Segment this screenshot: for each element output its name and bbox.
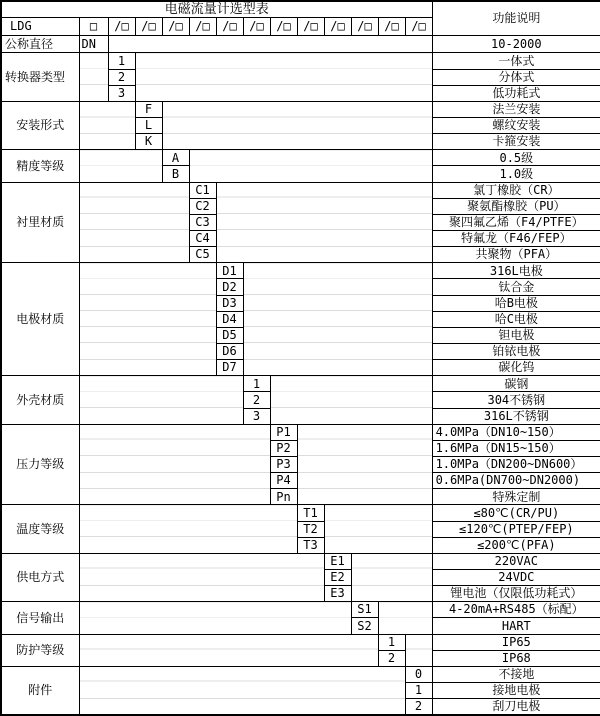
filler-cell bbox=[324, 521, 432, 537]
filler-cell bbox=[79, 279, 216, 295]
filler-cell bbox=[189, 166, 432, 182]
code-cell: D5 bbox=[216, 327, 243, 343]
desc-cell: IP68 bbox=[432, 650, 600, 666]
group-label: 供电方式 bbox=[1, 553, 79, 601]
filler-cell bbox=[162, 101, 432, 117]
desc-cell: IP65 bbox=[432, 634, 600, 650]
model-slot-box: /□ bbox=[297, 18, 324, 36]
filler-cell bbox=[79, 360, 216, 376]
filler-cell bbox=[162, 134, 432, 150]
desc-cell: 4-20mA+RS485（标配） bbox=[432, 602, 600, 618]
filler-cell bbox=[216, 198, 432, 214]
code-cell: K bbox=[135, 134, 162, 150]
code-cell: C3 bbox=[189, 214, 216, 230]
filler-cell bbox=[79, 602, 351, 618]
code-cell: 2 bbox=[405, 699, 432, 715]
filler-cell bbox=[79, 69, 108, 85]
filler-cell bbox=[216, 230, 432, 246]
code-cell: T3 bbox=[297, 537, 324, 553]
desc-cell: 聚氨酯橡胶（PU） bbox=[432, 198, 600, 214]
model-slot-box: /□ bbox=[135, 18, 162, 36]
filler-cell bbox=[108, 36, 432, 53]
model-slot-box: /□ bbox=[405, 18, 432, 36]
filler-cell bbox=[79, 376, 243, 392]
desc-cell: 特殊定制 bbox=[432, 489, 600, 505]
desc-cell: 特氟龙（F46/FEP） bbox=[432, 230, 600, 246]
code-cell: 3 bbox=[108, 85, 135, 101]
desc-cell: 24VDC bbox=[432, 569, 600, 585]
desc-cell: 10-2000 bbox=[432, 36, 600, 53]
filler-cell bbox=[270, 376, 432, 392]
group-label: 压力等级 bbox=[1, 424, 79, 505]
filler-cell bbox=[79, 53, 108, 69]
filler-cell bbox=[135, 69, 432, 85]
desc-cell: 4.0MPa（DN10~150） bbox=[432, 424, 600, 440]
code-cell: B bbox=[162, 166, 189, 182]
code-cell: D4 bbox=[216, 311, 243, 327]
filler-cell bbox=[243, 311, 432, 327]
model-first-box: □ bbox=[79, 18, 108, 36]
desc-cell: ≤80℃(CR/PU) bbox=[432, 505, 600, 521]
filler-cell bbox=[79, 682, 405, 698]
filler-cell bbox=[79, 263, 216, 279]
group-label: 衬里材质 bbox=[1, 182, 79, 263]
code-cell: 1 bbox=[378, 634, 405, 650]
filler-cell bbox=[297, 456, 432, 472]
group-label: 温度等级 bbox=[1, 505, 79, 553]
desc-cell: HART bbox=[432, 618, 600, 634]
filler-cell bbox=[79, 586, 324, 602]
desc-cell: 碳钢 bbox=[432, 376, 600, 392]
filler-cell bbox=[243, 295, 432, 311]
desc-cell: 锂电池（仅限低功耗式） bbox=[432, 586, 600, 602]
desc-cell: 分体式 bbox=[432, 69, 600, 85]
code-cell: 1 bbox=[243, 376, 270, 392]
filler-cell bbox=[79, 424, 270, 440]
filler-cell bbox=[79, 101, 135, 117]
filler-cell bbox=[79, 166, 162, 182]
code-cell: P1 bbox=[270, 424, 297, 440]
desc-cell: 0.5级 bbox=[432, 150, 600, 166]
desc-cell: ≤120℃(PTEP/FEP) bbox=[432, 521, 600, 537]
filler-cell bbox=[79, 505, 297, 521]
model-slot-box: /□ bbox=[108, 18, 135, 36]
filler-cell bbox=[79, 230, 189, 246]
desc-cell: 316L不锈钢 bbox=[432, 408, 600, 424]
code-cell: C1 bbox=[189, 182, 216, 198]
desc-cell: 卡箍安装 bbox=[432, 134, 600, 150]
filler-cell bbox=[79, 134, 135, 150]
page-title: 电磁流量计选型表 bbox=[1, 1, 432, 18]
filler-cell bbox=[79, 456, 270, 472]
filler-cell bbox=[79, 247, 189, 263]
code-cell: 1 bbox=[405, 682, 432, 698]
filler-cell bbox=[79, 489, 270, 505]
model-prefix: LDG bbox=[1, 18, 79, 36]
code-cell: E3 bbox=[324, 586, 351, 602]
code-cell: T2 bbox=[297, 521, 324, 537]
code-cell: 2 bbox=[378, 650, 405, 666]
desc-cell: 哈B电极 bbox=[432, 295, 600, 311]
desc-cell: 不接地 bbox=[432, 666, 600, 682]
filler-cell bbox=[351, 586, 432, 602]
filler-cell bbox=[297, 489, 432, 505]
code-cell: D3 bbox=[216, 295, 243, 311]
code-cell: S2 bbox=[351, 618, 378, 634]
filler-cell bbox=[351, 569, 432, 585]
desc-cell: 钛合金 bbox=[432, 279, 600, 295]
filler-cell bbox=[324, 505, 432, 521]
filler-cell bbox=[162, 118, 432, 134]
model-slot-box: /□ bbox=[324, 18, 351, 36]
code-cell: 1 bbox=[108, 53, 135, 69]
code-cell: D2 bbox=[216, 279, 243, 295]
desc-cell: 钽电极 bbox=[432, 327, 600, 343]
desc-cell: 一体式 bbox=[432, 53, 600, 69]
code-cell: D1 bbox=[216, 263, 243, 279]
function-desc-header: 功能说明 bbox=[432, 1, 600, 36]
code-cell: C4 bbox=[189, 230, 216, 246]
filler-cell bbox=[79, 295, 216, 311]
desc-cell: 1.6MPa（DN15~150） bbox=[432, 440, 600, 456]
filler-cell bbox=[135, 85, 432, 101]
code-cell: 3 bbox=[243, 408, 270, 424]
desc-cell: 碳化钨 bbox=[432, 360, 600, 376]
code-cell: L bbox=[135, 118, 162, 134]
group-label: 附件 bbox=[1, 666, 79, 715]
filler-cell bbox=[297, 473, 432, 489]
filler-cell bbox=[79, 699, 405, 715]
desc-cell: 共聚物（PFA） bbox=[432, 247, 600, 263]
desc-cell: 1.0MPa（DN200~DN600） bbox=[432, 456, 600, 472]
code-cell: D7 bbox=[216, 360, 243, 376]
dn-code-cell: DN bbox=[79, 36, 108, 53]
desc-cell: 氯丁橡胶（CR） bbox=[432, 182, 600, 198]
filler-cell bbox=[243, 279, 432, 295]
filler-cell bbox=[79, 440, 270, 456]
group-label: 电极材质 bbox=[1, 263, 79, 376]
filler-cell bbox=[79, 392, 243, 408]
group-label: 转换器类型 bbox=[1, 53, 79, 101]
code-cell: 2 bbox=[108, 69, 135, 85]
filler-cell bbox=[216, 247, 432, 263]
filler-cell bbox=[79, 618, 351, 634]
code-cell: S1 bbox=[351, 602, 378, 618]
model-slot-box: /□ bbox=[378, 18, 405, 36]
filler-cell bbox=[378, 602, 432, 618]
group-label: 外壳材质 bbox=[1, 376, 79, 424]
filler-cell bbox=[324, 537, 432, 553]
group-label: 安装形式 bbox=[1, 101, 79, 149]
filler-cell bbox=[79, 118, 135, 134]
model-slot-box: /□ bbox=[270, 18, 297, 36]
filler-cell bbox=[79, 553, 324, 569]
filler-cell bbox=[79, 198, 189, 214]
model-slot-box: /□ bbox=[216, 18, 243, 36]
filler-cell bbox=[79, 214, 189, 230]
filler-cell bbox=[405, 650, 432, 666]
group-label: 防护等级 bbox=[1, 634, 79, 666]
code-cell: P3 bbox=[270, 456, 297, 472]
filler-cell bbox=[270, 392, 432, 408]
desc-cell: 0.6MPa(DN700~DN2000) bbox=[432, 473, 600, 489]
code-cell: E2 bbox=[324, 569, 351, 585]
model-slot-box: /□ bbox=[243, 18, 270, 36]
filler-cell bbox=[270, 408, 432, 424]
filler-cell bbox=[79, 537, 297, 553]
desc-cell: 316L电极 bbox=[432, 263, 600, 279]
filler-cell bbox=[297, 424, 432, 440]
filler-cell bbox=[216, 182, 432, 198]
filler-cell bbox=[79, 650, 378, 666]
code-cell: C2 bbox=[189, 198, 216, 214]
filler-cell bbox=[79, 569, 324, 585]
desc-cell: 1.0级 bbox=[432, 166, 600, 182]
group-label: 信号输出 bbox=[1, 602, 79, 634]
filler-cell bbox=[243, 327, 432, 343]
desc-cell: 铂铱电极 bbox=[432, 343, 600, 359]
desc-cell: 低功耗式 bbox=[432, 85, 600, 101]
model-slot-box: /□ bbox=[189, 18, 216, 36]
code-cell: T1 bbox=[297, 505, 324, 521]
filler-cell bbox=[243, 360, 432, 376]
filler-cell bbox=[405, 634, 432, 650]
code-cell: P2 bbox=[270, 440, 297, 456]
desc-cell: 304不锈钢 bbox=[432, 392, 600, 408]
desc-cell: 接地电极 bbox=[432, 682, 600, 698]
filler-cell bbox=[79, 311, 216, 327]
group-label: 精度等级 bbox=[1, 150, 79, 182]
filler-cell bbox=[216, 214, 432, 230]
filler-cell bbox=[79, 327, 216, 343]
filler-cell bbox=[79, 182, 189, 198]
code-cell: E1 bbox=[324, 553, 351, 569]
filler-cell bbox=[79, 150, 162, 166]
filler-cell bbox=[79, 666, 405, 682]
desc-cell: ≤200℃(PFA) bbox=[432, 537, 600, 553]
code-cell: P4 bbox=[270, 473, 297, 489]
filler-cell bbox=[243, 343, 432, 359]
desc-cell: 哈C电极 bbox=[432, 311, 600, 327]
desc-cell: 刮刀电极 bbox=[432, 699, 600, 715]
filler-cell bbox=[243, 263, 432, 279]
code-cell: A bbox=[162, 150, 189, 166]
desc-cell: 聚四氟乙烯（F4/PTFE） bbox=[432, 214, 600, 230]
filler-cell bbox=[79, 521, 297, 537]
filler-cell bbox=[297, 440, 432, 456]
desc-cell: 220VAC bbox=[432, 553, 600, 569]
filler-cell bbox=[135, 53, 432, 69]
filler-cell bbox=[378, 618, 432, 634]
model-slot-box: /□ bbox=[351, 18, 378, 36]
code-cell: 0 bbox=[405, 666, 432, 682]
code-cell: D6 bbox=[216, 343, 243, 359]
code-cell: C5 bbox=[189, 247, 216, 263]
desc-cell: 法兰安装 bbox=[432, 101, 600, 117]
code-cell: Pn bbox=[270, 489, 297, 505]
filler-cell bbox=[79, 85, 108, 101]
code-cell: F bbox=[135, 101, 162, 117]
desc-cell: 螺纹安装 bbox=[432, 118, 600, 134]
filler-cell bbox=[79, 634, 378, 650]
filler-cell bbox=[79, 408, 243, 424]
group-label-dn: 公称直径 bbox=[1, 36, 79, 53]
filler-cell bbox=[189, 150, 432, 166]
filler-cell bbox=[79, 343, 216, 359]
filler-cell bbox=[351, 553, 432, 569]
code-cell: 2 bbox=[243, 392, 270, 408]
filler-cell bbox=[79, 473, 270, 489]
model-slot-box: /□ bbox=[162, 18, 189, 36]
